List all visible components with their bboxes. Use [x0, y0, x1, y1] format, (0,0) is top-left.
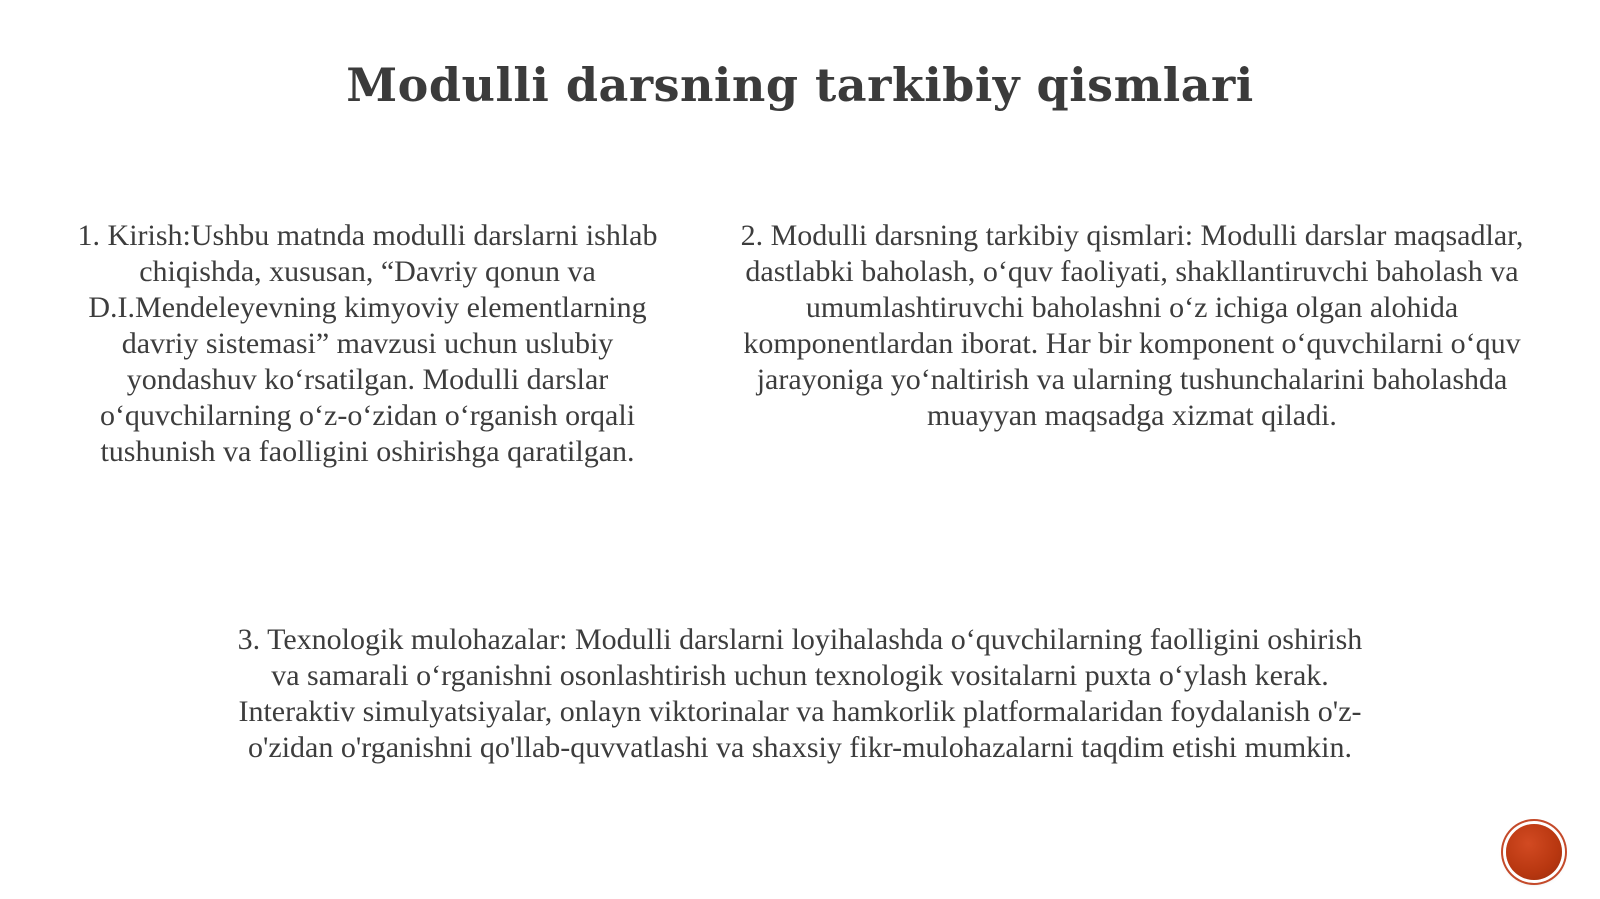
- paragraph-components: 2. Modulli darsning tarkibiy qismlari: Modulli darslar maqsadlar, dastlabki baholash, oʻquv faoliyati, shakllantiruvchi baholash va umumlashtiruvchi baholashni oʻz ichiga olgan alohida komponentlardan iborat. Har bir komponent oʻquvchilarni oʻquv jarayoniga yoʻnaltirish va ularning tushunchalarini baholashda muayyan maqsadga xizmat qiladi.: [740, 219, 1524, 432]
- circle-nav-icon[interactable]: [1506, 824, 1562, 880]
- slide-title: Modulli darsning tarkibiy qismlari: [346, 58, 1254, 112]
- paragraph-technology: 3. Texnologik mulohazalar: Modulli darslarni loyihalashda oʻquvchilarning faolligini oshirish va samarali oʻrganishni osonlashtirish uchun texnologik vositalarni puxta oʻylash kerak. Interaktiv simulyatsiyalar, onlayn viktorinalar va hamkorlik platformalaridan foydalanish o'z-o'zidan o'rganishni qo'llab-quvvatlashi va shaxsiy fikr-mulohazalarni taqdim etishi mumkin.: [237, 623, 1363, 764]
- paragraph-introduction: 1. Kirish:Ushbu matnda modulli darslarni ishlab chiqishda, xususan, “Davriy qonun va D.I.Mendeleyevning kimyoviy elementlarning davriy sistemasi” mavzusi uchun uslubiy yondashuv koʻrsatilgan. Modulli darslar oʻquvchilarning oʻz-oʻzidan oʻrganish orqali tushunish va faolligini oshirishga qaratilgan.: [77, 219, 658, 468]
